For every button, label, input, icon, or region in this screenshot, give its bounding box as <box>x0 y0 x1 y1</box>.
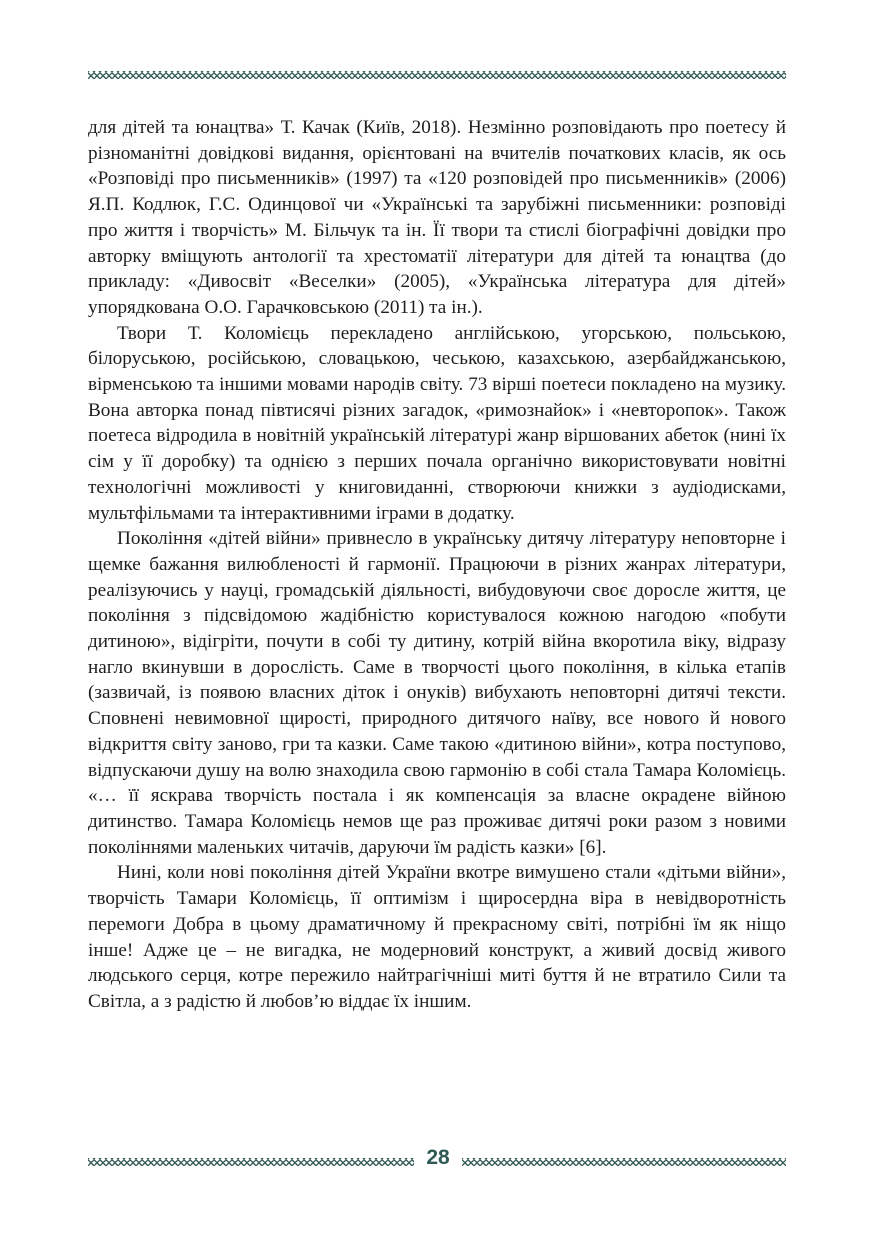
page-number: 28 <box>426 1146 450 1169</box>
paragraph-conclusion: Нині, коли нові покоління дітей України вкотре вимушено стали «дітьми війни», творчість Тамари Коломієць, її оптимізм і щиросердна віра в невідворотність перемоги Добра в цьому драматичному й прекрасному світі, потрібні їм як ніщо інше! Адже це – не вигадка, не модерновий конструкт, а живий досвід живого людського серця, котре пережило найтрагічніші миті буття й не втратило Сили та Світла, а з радістю й любов’ю віддає їх іншим. <box>88 862 786 1012</box>
paragraph-translations: Твори Т. Коломієць перекладено англійською, угорською, польською, білоруською, російською, словацькою, чеською, казахською, азербайджанською, вірменською та іншими мовами народів світу. 73 вірші поетеси покладено на музику. Вона авторка понад півтисячі різних загадок, «римознайок» і «невторопок». Також поетеса відродила в новітній українській літературі жанр віршованих абеток (нині їх сім у її доробку) та однією з перших почала органічно використовувати новітні технологічні можливості у книговиданні, створюючи книжки з аудіодисками, мультфільмами та інтерактивними іграми в додатку. <box>88 322 786 524</box>
body-text <box>88 115 786 1015</box>
bottom-ornament-right <box>462 1158 786 1166</box>
bottom-ornament-left <box>88 1158 414 1166</box>
paragraph-war-children: Покоління «дітей війни» привнесло в українську дитячу літературу неповторне і щемке бажання вилюбленості й гармонії. Працюючи в різних жанрах літератури, реалізуючись у науці, громадській діяльності, вибудовуючи своє доросле життя, це покоління з підсвідомою жадібністю користувалося кожною нагодою «побути дитиною», відігріти, почути в собі ту дитину, котрій війна вкоротила віку, відразу нагло вкинувши в дорослість. Саме в творчості цього покоління, в кілька етапів (зазвичай, із появою власних діток і онуків) вибухають неповторні дитячі тексти. Сповнені невимовної щирості, природного дитячого наїву, все нового й нового відкриття світу заново, гри та казки. Саме такою «дитиною війни», котра поступово, відпускаючи душу на волю знаходила свою гармонію в собі стала Тамара Коломієць. «… її яскрава творчість постала і як компенсація за власне окрадене війною дитинство. Тамара Коломієць немов ще раз проживає дитячі роки разом з новими поколіннями маленьких читачів, даруючи їм радість казки» [6]. <box>88 528 786 858</box>
paragraph-continuation: для дітей та юнацтва» Т. Качак (Київ, 2018). Незмінно розповідають про поетесу й різноманітні довідкові видання, орієнтовані на вчителів початкових класів, як ось «Розповіді про письменників» (1997) та «120 розповідей про письменників» (2006) Я.П. Кодлюк, Г.С. Одинцової чи «Українські та зарубіжні письменники: розповіді про життя і творчість» М. Більчук та ін. Її твори та стислі біографічні довідки про авторку вміщують антології та хрестоматії літератури для дітей та юнацтва (до прикладу: «Дивосвіт «Веселки» (2005), «Українська література для дітей» упорядкована О.О. Гарачковською (2011) та ін.). <box>88 117 786 318</box>
top-ornament-divider <box>88 71 786 79</box>
